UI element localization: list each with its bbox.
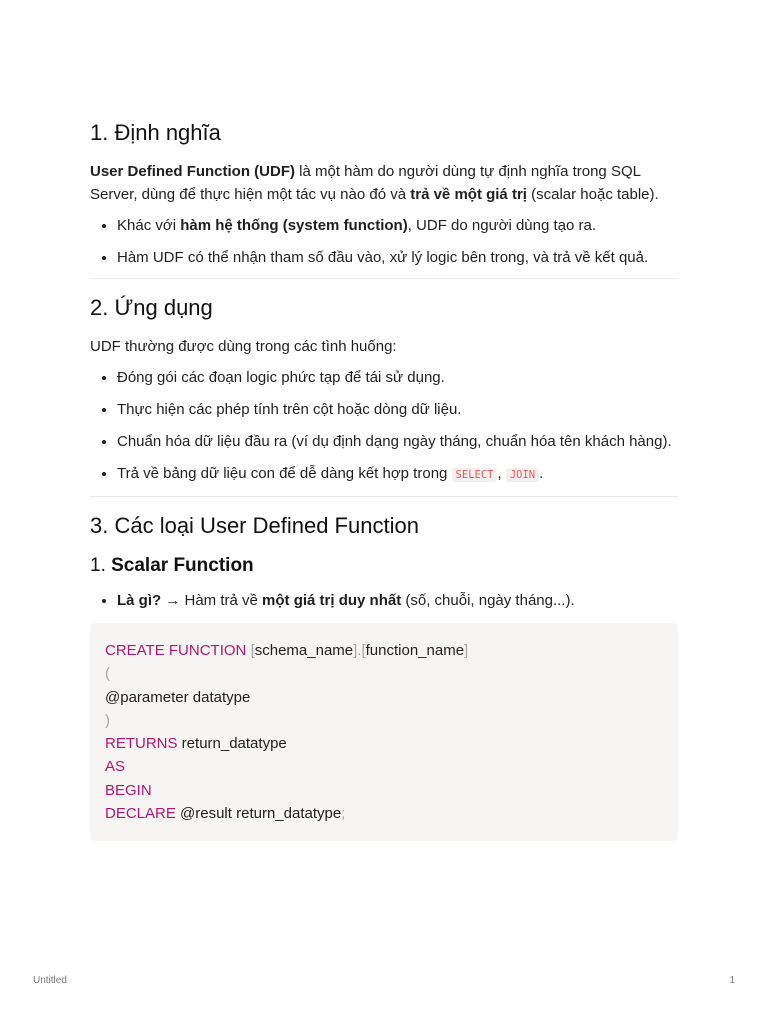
- applications-list: [90, 366, 678, 487]
- heading-applications: 2. Ứng dụng: [90, 295, 213, 320]
- list-item: • Hàm UDF có thể nhận tham số đầu vào, xử lý logic bên trong, và trả về kết quả.: [117, 246, 678, 269]
- list-item: • Thực hiện các phép tính trên cột hoặc dòng dữ liệu.: [117, 398, 678, 421]
- subheading-scalar-function: 1. Scalar Function: [90, 555, 254, 576]
- definition-paragraph: User Defined Function (UDF) là một hàm do người dùng tự định nghĩa trong SQL Server, dùng để thực hiện một tác vụ nào đó và trả về một giá trị (scalar hoặc table).: [90, 163, 659, 203]
- scalar-list: [90, 589, 678, 612]
- code-line: CREATE FUNCTION [schema_name].[function_name]: [105, 642, 469, 659]
- code-line: BEGIN: [105, 781, 152, 799]
- code-line: AS: [105, 758, 126, 776]
- heading-udf-types: 3. Các loại User Defined Function: [90, 513, 419, 538]
- code-line: @parameter datatype: [105, 688, 251, 706]
- heading-definition: 1. Định nghĩa: [90, 120, 221, 145]
- list-item: • Đóng gói các đoạn logic phức tạp để tái sử dụng.: [117, 366, 678, 389]
- list-item: • Chuẩn hóa dữ liệu đầu ra (ví dụ định dạng ngày tháng, chuẩn hóa tên khách hàng).: [117, 430, 678, 453]
- list-item: • Khác với hàm hệ thống (system function), UDF do người dùng tạo ra.: [117, 214, 678, 237]
- divider: [90, 278, 678, 279]
- list-item: • Là gì? → Hàm trả về một giá trị duy nhất (số, chuỗi, ngày tháng...).: [117, 589, 678, 612]
- document-body: [90, 118, 678, 841]
- definition-list: [90, 214, 678, 269]
- code-line: RETURNS return_datatype: [105, 735, 287, 753]
- code-line: DECLARE @result return_datatype;: [105, 805, 346, 823]
- list-item: • Trả về bảng dữ liệu con để dễ dàng kết hợp trong SELECT , JOIN .: [117, 462, 678, 487]
- divider: [90, 496, 678, 497]
- code-block[interactable]: [90, 623, 678, 841]
- code-line: (: [105, 665, 110, 683]
- inline-code-select: SELECT: [452, 468, 498, 482]
- footer-title: Untitled: [33, 975, 67, 986]
- bold-text: trả về một giá trị: [410, 186, 527, 203]
- footer-page-number: 1: [729, 975, 735, 986]
- inline-code-join: JOIN: [506, 468, 539, 482]
- applications-intro: UDF thường được dùng trong các tình huống:: [90, 338, 397, 355]
- code-line: ): [105, 711, 110, 729]
- bold-text: User Defined Function (UDF): [90, 163, 295, 180]
